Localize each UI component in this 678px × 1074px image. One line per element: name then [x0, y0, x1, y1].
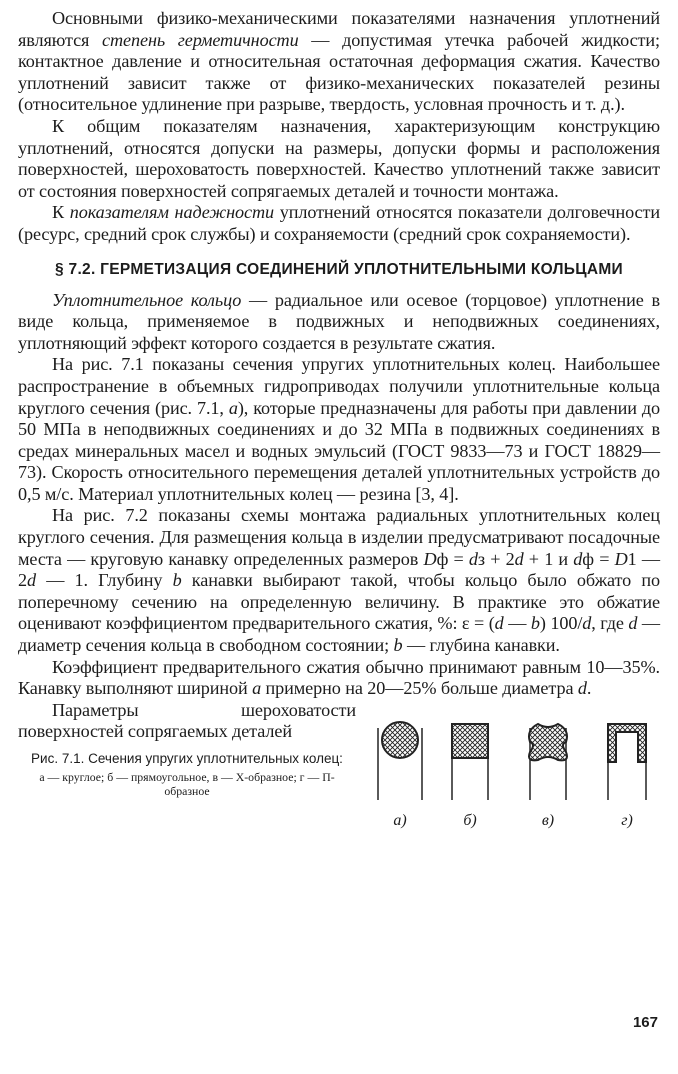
text-run: 1 — 2 — [18, 548, 660, 591]
x-shaped-section — [529, 724, 567, 800]
text-run: — глубина канавки. — [402, 635, 560, 656]
u-shaped-section — [608, 724, 646, 800]
text-run: D — [614, 548, 628, 569]
label-rectangular: б) — [463, 811, 477, 829]
text-run: ф = — [582, 548, 615, 569]
intro-paragraph — [18, 8, 660, 116]
page-number: 167 — [632, 1014, 658, 1031]
text-run: степень герметичности — [102, 29, 299, 50]
body-paragraph — [18, 290, 660, 355]
text-run: d — [514, 548, 524, 569]
label-round: а) — [393, 811, 407, 829]
label-u-shaped: г) — [621, 811, 633, 829]
text-run: D — [423, 548, 437, 569]
text-run: ф = — [436, 548, 469, 569]
text-run: b — [172, 570, 182, 591]
text-run: . — [586, 678, 592, 699]
text-run: — допустимая утечка рабочей жидкости; контактное давление и относительная остаточная деформация сжатия. Качество уплотнений зависит также от физико-механических показателей резины (относительное удлинение при разрыве, твердость, условная прочность и т. д.). — [18, 29, 660, 115]
round-section — [378, 722, 422, 800]
text-run: d — [468, 548, 478, 569]
caption-title: Рис. 7.1. Сечения упругих уплотнительных колец: — [31, 751, 343, 766]
text-run: канавки выбирают такой, чтобы кольцо было обжато по поперечному сечению на определенную величину. В практике это обжатие оценивают коэффициентом предварительного сжатия, %: ε = ( — [18, 570, 660, 634]
text-run: На рис. 7.2 показаны схемы монтажа радиальных уплотнительных колец круглого сечения. Для размещения кольца в изделии предусматривают посадочные места — круговую канавку определенных размеров — [18, 505, 660, 569]
intro-paragraphs — [18, 8, 660, 246]
text-run: ), которые предназначены для работы при давлении до 50 МПа в неподвижных соединениях и до 32 МПа в подвижных соединениях в средах минеральных масел и водных эмульсий (ГОСТ 9833—73 и ГОСТ 18829—73). Скорость относительного перемещения деталей уплотнительных устройств до 0,5 м/с. Материал уплотнительных колец — резина [3, 4]. — [18, 397, 660, 504]
text-run: a — [252, 678, 262, 699]
figure-region — [18, 700, 660, 850]
text-run: з + 2 — [477, 548, 515, 569]
text-run: d — [582, 613, 592, 634]
text-run: а — [228, 397, 238, 418]
text-run: примерно на 20—25% больше диаметра — [261, 678, 578, 699]
main-paragraphs — [18, 290, 660, 700]
text-run: Уплотнительное кольцо — [52, 289, 242, 310]
body-paragraph — [18, 354, 660, 505]
text-run: d — [628, 613, 638, 634]
intro-paragraph — [18, 116, 660, 202]
text-run: — диаметр сечения кольца в свободном состоянии; — [18, 613, 661, 656]
text-run: ) 100/ — [539, 613, 583, 634]
body-paragraph — [18, 505, 660, 656]
text-run: — 1. Глубину — [36, 570, 173, 591]
text-run: К — [52, 202, 70, 223]
text-run: + 1 и — [523, 548, 574, 569]
page-body — [18, 8, 660, 850]
text-run: d — [494, 613, 504, 634]
text-run: d — [577, 678, 587, 699]
text-run: d — [573, 548, 583, 569]
text-run: уплотнений относятся показатели долговечности (ресурс, средний срок службы) и сохраняемости (средний срок сохраняемости). — [18, 202, 660, 244]
text-run: b — [530, 613, 540, 634]
caption-legend: а — круглое; б — прямоугольное, в — Х-образное; г — П-образное — [39, 770, 335, 798]
intro-paragraph — [18, 202, 660, 245]
text-run: , где — [591, 613, 629, 634]
text-run: — — [503, 613, 531, 634]
text-run: b — [393, 635, 403, 656]
figure-caption — [18, 751, 356, 798]
body-paragraph — [18, 657, 660, 700]
text-run: На рис. 7.1 показаны сечения упругих уплотнительных колец. Наибольшее распространение в объемных гидроприводах получили уплотнительные кольца круглого сечения (рис. 7.1, — [18, 354, 660, 418]
text-run: показателям надежности — [69, 202, 275, 223]
figure-side-text — [18, 700, 356, 798]
text-run: — радиальное или осевое (торцовое) уплотнение в виде кольца, применяемое в подвижных и неподвижных соединениях, уплотняющий эффект которого создается в результате сжатия. — [18, 289, 660, 353]
last-paragraph: Параметры шероховатости поверхностей сопрягаемых деталей — [18, 699, 356, 742]
rectangular-section — [452, 724, 488, 800]
text-run: Основными физико-механическими показателями назначения уплотнений являются — [18, 8, 660, 50]
section-heading: § 7.2. ГЕРМЕТИЗАЦИЯ СОЕДИНЕНИЙ УПЛОТНИТЕЛЬНЫМИ КОЛЬЦАМИ — [55, 260, 623, 278]
text-run: К общим показателям назначения, характеризующим конструкцию уплотнений, относятся допуски на размеры, допуски формы и расположения поверхностей, шероховатость поверхностей. Качество уплотнений также зависит от состояния поверхностей сопрягаемых деталей и точности монтажа. — [18, 115, 660, 201]
text-run: Коэффициент предварительного сжатия обычно принимают равным 10—35%. Канавку выполняют шириной — [18, 656, 660, 699]
ring-sections-figure — [370, 700, 660, 850]
text-run: d — [27, 570, 36, 591]
label-x-shaped: в) — [541, 811, 555, 829]
